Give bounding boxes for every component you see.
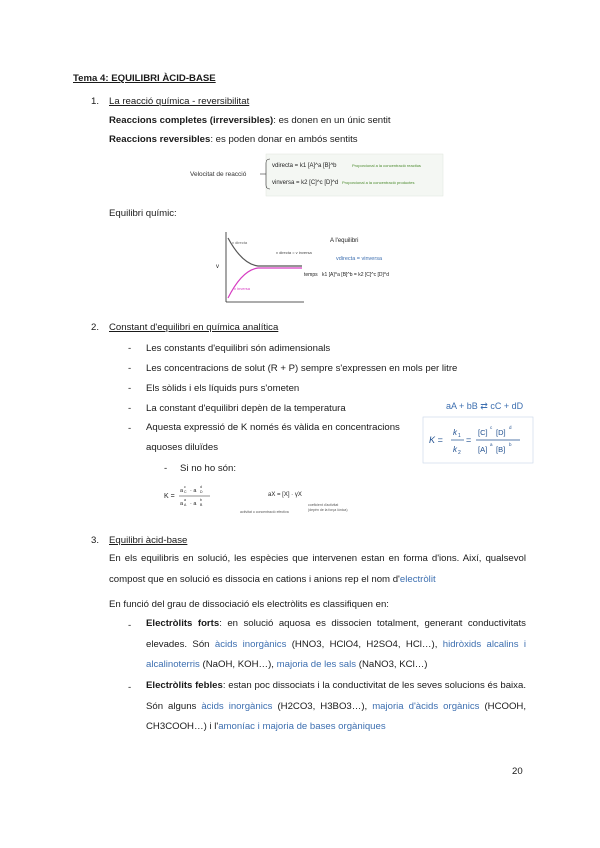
sub-item-not-dilute: Si no ho són: (180, 463, 237, 474)
inverse-rate-note: Proporcional a la concentració productes (342, 180, 415, 185)
svg-text:[A]: [A] (478, 445, 488, 454)
svg-text:k: k (453, 428, 457, 437)
rate-label: Velocitat de reacció (190, 171, 247, 178)
strong-electrolytes-text: : en solució aquosa es dissocien totalment, generant conductivitats elevades. Són (146, 618, 526, 650)
weak-organic-examples: (HCOOH, CH3COOH…) i l' (146, 700, 527, 732)
svg-text:c: c (490, 425, 493, 430)
reversible-reactions-line (109, 134, 358, 146)
svg-text:C: C (184, 490, 187, 494)
svg-text:1: 1 (458, 433, 461, 439)
section-2-number: 2. (91, 322, 100, 333)
classification-intro: En funció del grau de dissociació els electròlits es classifiquen en: (109, 599, 389, 610)
document-page: Tema 4: EQUILIBRI ÀCID-BASE 1. La reacció química - reversibilitat Reaccions completes (irreversibles): es donen en un únic sentit Reaccions reversibles: es poden donar en ambós sentits Velocitat de reacció vdirecta = k1 [A]^a [B]^b vinversa = k2 [C]^c [D]^d Proporcional a la concentració reactius Proporcional a la concentració productes Equilibri químic: v temps v directa v inversa v directa = v inversa A l'equilibri vdirecta = vinversa k1 [A]^a [B]^b = k2 [C]^c [D]^d 2. Constant d'equilibri en química analítica - Les constants d'equilibri són adimensionals - Les concentracions de solut (R + P) sempre s'expressen en mols per litre - Els sòlids i els líquids purs s'ometen - La constant d'equilibri depèn de la temperatura - Aquesta expressió de K només és vàlida en concentracions aquoses diluïdes - Si no ho són: aA + bB ⇄ cC + dD K = k 1 k 2 = [C] c [D] d [A] a [B] b K = a C c · a D d a A a · a B b aX = [X] · γX activitat o concentració efectiva coeficient d'activitat (depèn de la força iònica) 3. Equilibri àcid-base En els equilibris en solució, les espècies que intervenen estan en forma d'ions. Així, qualsevol compost que en solució es dissocia en cations i anions rep el nom d'electròlit En funció del grau de dissociació els electròlits es classifiquen en: - Electròlits forts: en solució aquosa es dissocien totalment, generant conductivitats elevades. Són àcids inorgànics (HNO3, HClO4, H2SO4, HCl…), hidròxids alcalins i alcalinoterris (NaOH, KOH…), majoria de les sals (NaNO3, KCl…) - Electròlits febles: estan poc dissociats i la conductivitat de les seves solucions és baixa. Són alguns àcids inorgànics (H2CO3, H3BO3…), majoria d'àcids orgànics (HCOOH, CH3COOH…) i l'amoníac i majoria de bases orgàniques 20 (0, 0, 600, 848)
svg-text:[C]: [C] (478, 428, 488, 437)
svg-text:D: D (200, 490, 203, 494)
svg-text:a: a (180, 501, 184, 507)
svg-text:d: d (200, 485, 202, 489)
curve-bottom-label: v inversa (234, 286, 251, 291)
weak-electrolytes-label: Electròlits febles (146, 680, 223, 691)
direct-rate-note: Proporcional a la concentració reactius (352, 163, 421, 168)
constant-item-4: La constant d'equilibri depèn de la temperatura (146, 403, 346, 414)
electrolyte-paragraph-text: En els equilibris en solució, les espècies que intervenen estan en forma d'ions. Així, qualsevol compost que en solució es dissocia en cations i anions rep el nom d' (109, 553, 526, 585)
k-expression-figure (422, 416, 534, 464)
svg-text:[B]: [B] (496, 445, 506, 454)
strong-salts-examples: (NaNO3, KCl…) (356, 659, 428, 670)
reversible-reactions-label: Reaccions reversibles (109, 134, 211, 145)
svg-text:A: A (184, 503, 187, 507)
svg-text:a: a (490, 442, 493, 447)
strong-inorganic-acids: àcids inorgànics (214, 638, 287, 650)
equilibrium-graph-figure (212, 228, 417, 306)
activity-note-1: activitat o concentració efectiva (240, 510, 289, 514)
weak-electrolytes-text: : estan poc dissociats i la conductivitat de les seves solucions és baixa. Són alguns (146, 680, 526, 712)
constant-item-2: Les concentracions de solut (R + P) sempre s'expressen en mols per litre (146, 363, 458, 374)
constant-item-5: Aquesta expressió de K només és vàlida en concentracions aquoses diluïdes (146, 422, 400, 453)
activity-k-text (160, 480, 161, 481)
svg-text:[D]: [D] (496, 428, 506, 437)
reversible-reactions-text: : es poden donar en ambós sentits (210, 134, 358, 145)
svg-text:K =: K = (164, 493, 175, 500)
direct-rate-eq: vdirecta = k1 [A]^a [B]^b (272, 163, 337, 169)
constant-item-3: Els sòlids i els líquids purs s'ometen (146, 383, 300, 394)
curve-top-label: v directa (232, 240, 248, 245)
strong-salts: majoria de les sals (276, 659, 357, 670)
svg-text:· a: · a (190, 501, 197, 507)
inverse-rate-eq: vinversa = k2 [C]^c [D]^d (272, 180, 339, 186)
k-expression-text (422, 416, 423, 417)
activity-definition: aX = [X] · γX (268, 492, 302, 498)
strong-electrolytes-item (146, 614, 526, 676)
svg-text:k: k (453, 445, 457, 454)
weak-bases: amoníac i majoria de bases orgàniques (218, 721, 386, 732)
section-3-number: 3. (91, 535, 100, 546)
page-title: Tema 4: EQUILIBRI ÀCID-BASE (73, 73, 216, 84)
plateau-label: v directa = v inversa (276, 250, 312, 255)
at-equilibrium-line1: vdirecta = vinversa (336, 256, 383, 262)
svg-text:b: b (200, 498, 202, 502)
at-equilibrium-line2: k1 [A]^a [B]^b = k2 [C]^c [D]^d (322, 272, 390, 278)
weak-organic-acids: majoria d'àcids orgànics (372, 700, 480, 712)
activity-figure (160, 480, 380, 518)
graph-x-label: temps (304, 272, 318, 278)
svg-text:b: b (509, 442, 512, 447)
equilibrium-label: Equilibri químic: (109, 208, 177, 219)
page-number: 20 (512, 766, 523, 777)
svg-text:B: B (200, 503, 203, 507)
svg-text:=: = (466, 435, 472, 445)
activity-note-2: coeficient d'activitat (308, 503, 339, 507)
at-equilibrium-title: A l'equilibri (330, 238, 359, 244)
section-1-number: 1. (91, 96, 100, 107)
svg-text:c: c (184, 485, 186, 489)
section-2-heading: Constant d'equilibri en química analítica (109, 322, 279, 333)
svg-text:a: a (184, 498, 186, 502)
reaction-rate-figure (180, 153, 445, 197)
svg-text:2: 2 (458, 450, 461, 456)
section-3-heading: Equilibri àcid-base (109, 535, 188, 546)
weak-inorganic-acids: àcids inorgànics (201, 700, 273, 712)
complete-reactions-text: : es donen en un únic sentit (273, 115, 391, 126)
activity-note-3: (depèn de la força iònica) (308, 508, 348, 512)
weak-acids-examples: (H2CO3, H3BO3…), (272, 700, 373, 712)
complete-reactions-label: Reaccions completes (irreversibles) (109, 115, 274, 126)
svg-text:· a: · a (190, 488, 197, 494)
inverse-rate-curve (228, 268, 302, 298)
electrolyte-paragraph (109, 549, 526, 590)
electrolyte-term: electròlit (399, 573, 436, 585)
constant-item-1: Les constants d'equilibri són adimensionals (146, 343, 331, 354)
general-reaction: aA + bB ⇄ cC + dD (446, 401, 524, 411)
weak-electrolytes-item (146, 676, 526, 738)
strong-hydroxides: hidròxids alcalins i alcalinoterris (146, 638, 526, 670)
graph-y-label: v (216, 264, 219, 270)
svg-text:a: a (180, 488, 184, 494)
svg-text:K =: K = (429, 435, 443, 445)
complete-reactions-line (109, 115, 391, 127)
svg-text:d: d (509, 425, 512, 430)
section-1-heading: La reacció química - reversibilitat (109, 96, 250, 107)
strong-acids-examples: (HNO3, HClO4, H2SO4, HCl…), (286, 638, 443, 650)
strong-hydroxides-examples: (NaOH, KOH…), (199, 659, 277, 670)
strong-electrolytes-label: Electròlits forts (146, 618, 220, 629)
